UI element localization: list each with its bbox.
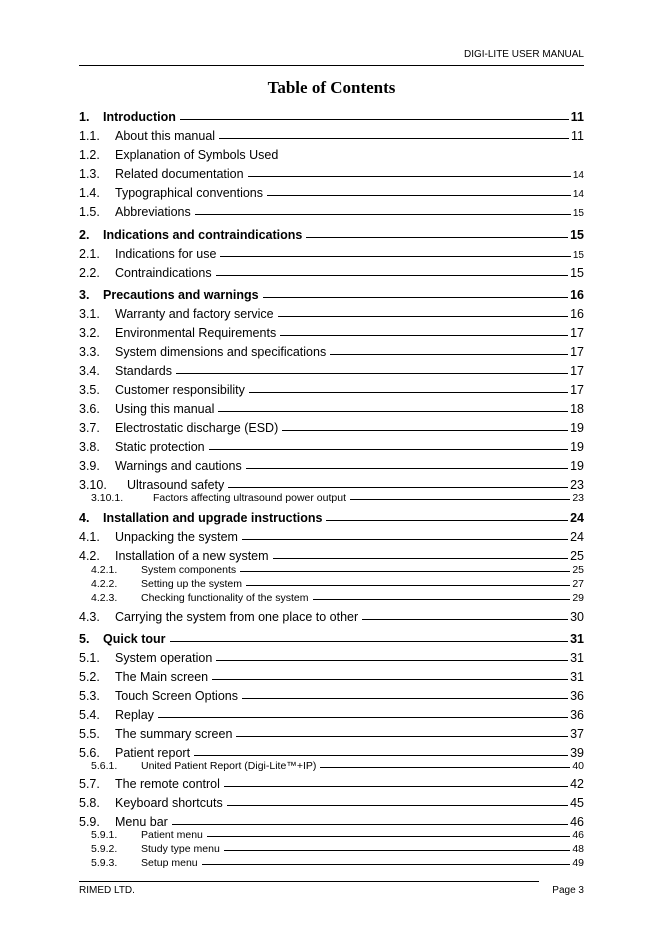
toc-entry-page: 29: [572, 592, 584, 604]
toc-entry-page: 11: [571, 129, 584, 143]
toc-leader-line: [246, 468, 568, 469]
toc-entry[interactable]: [79, 777, 584, 791]
toc-entry-number: 1.2.: [79, 148, 100, 162]
toc-leader-line: [249, 392, 568, 393]
toc-entry[interactable]: [79, 228, 584, 242]
toc-leader-line: [224, 850, 571, 851]
toc-leader-line: [306, 237, 568, 238]
toc-entry[interactable]: [79, 610, 584, 624]
toc-entry-title: Warnings and cautions: [115, 459, 242, 473]
toc-entry-number: 5.9.1.: [91, 829, 118, 841]
toc-entry-title: Introduction: [103, 110, 176, 124]
toc-leader-line: [218, 411, 568, 412]
toc-entry-title: Customer responsibility: [115, 383, 245, 397]
toc-entry-page: 23: [572, 492, 584, 504]
toc-entry-page: 14: [572, 189, 584, 200]
toc-entry-number: 3.7.: [79, 421, 100, 435]
toc-entry-number: 3.9.: [79, 459, 100, 473]
toc-entry[interactable]: [79, 148, 584, 162]
toc-entry-number: 5.: [79, 632, 90, 646]
toc-leader-line: [207, 836, 570, 837]
toc-entry[interactable]: [79, 364, 584, 378]
toc-entry[interactable]: [79, 578, 584, 590]
page-title: Table of Contents: [267, 78, 396, 97]
toc-entry-number: 3.1.: [79, 307, 100, 321]
toc-entry-number: 1.4.: [79, 186, 100, 200]
toc-entry-title: Keyboard shortcuts: [115, 796, 223, 810]
toc-leader-line: [227, 805, 568, 806]
toc-entry-page: 37: [570, 727, 584, 741]
toc-leader-line: [216, 660, 568, 661]
toc-entry-title: Static protection: [115, 440, 205, 454]
footer-rule: [79, 881, 539, 882]
toc-entry-number: 4.2.: [79, 549, 100, 563]
toc-entry-title: Study type menu: [141, 843, 220, 855]
toc-entry[interactable]: [79, 478, 584, 492]
toc-entry-title: Precautions and warnings: [103, 288, 259, 302]
toc-entry-title: About this manual: [115, 129, 216, 143]
toc-entry-number: 2.1.: [79, 247, 100, 261]
footer-company: RIMED LTD.: [79, 885, 135, 896]
toc-entry[interactable]: [79, 167, 584, 181]
toc-entry-number: 3.10.1.: [91, 492, 124, 504]
toc-leader-line: [180, 119, 569, 120]
toc-entry-number: 5.4.: [79, 708, 100, 722]
toc-leader-line: [158, 717, 568, 718]
toc-leader-line: [320, 767, 570, 768]
toc-leader-line: [224, 786, 568, 787]
toc-leader-line: [248, 176, 571, 177]
toc-entry-number: 4.2.3.: [91, 592, 118, 604]
toc-entry-number: 1.: [79, 110, 90, 124]
toc-entry[interactable]: [79, 689, 584, 703]
toc-leader-line: [240, 571, 570, 572]
toc-entry-page: 15: [572, 250, 584, 261]
toc-leader-line: [172, 824, 568, 825]
toc-entry-number: 5.9.2.: [91, 843, 118, 855]
toc-entry-number: 5.7.: [79, 777, 100, 791]
toc-entry-page: 27: [572, 578, 584, 590]
toc-entry-title: Checking functionality of the system: [141, 592, 309, 604]
toc-entry-number: 5.6.1.: [91, 760, 118, 772]
toc-entry-title: United Patient Report (Digi-Lite™+IP): [141, 760, 317, 772]
toc-entry[interactable]: [79, 511, 584, 525]
toc-entry-title: Environmental Requirements: [115, 326, 277, 340]
toc-entry-page: 31: [570, 632, 584, 646]
toc-entry-title: Menu bar: [115, 815, 168, 829]
toc-entry-page: 36: [570, 689, 584, 703]
toc-leader-line: [362, 619, 568, 620]
toc-entry-page: 16: [570, 288, 584, 302]
toc-entry-title: Unpacking the system: [115, 530, 238, 544]
toc-entry-number: 4.3.: [79, 610, 100, 624]
toc-entry-number: 3.8.: [79, 440, 100, 454]
toc-entry-title: Quick tour: [103, 632, 166, 646]
toc-entry[interactable]: [79, 492, 584, 504]
toc-entry-page: 19: [570, 421, 584, 435]
toc-entry-page: 16: [570, 307, 584, 321]
toc-entry-number: 5.3.: [79, 689, 100, 703]
toc-entry-title: The summary screen: [115, 727, 233, 741]
toc-entry-page: 24: [570, 511, 584, 525]
toc-leader-line: [280, 335, 568, 336]
toc-leader-line: [170, 641, 569, 642]
toc-entry-page: 17: [570, 383, 584, 397]
toc-entry-page: 17: [570, 326, 584, 340]
toc-entry-page: 45: [570, 796, 584, 810]
toc-entry-number: 5.6.: [79, 746, 100, 760]
toc-entry[interactable]: [79, 530, 584, 544]
toc-entry-page: 23: [570, 478, 584, 492]
toc-entry[interactable]: [79, 383, 584, 397]
toc-leader-line: [246, 585, 570, 586]
toc-leader-line: [212, 679, 568, 680]
header-rule: [79, 65, 584, 66]
toc-leader-line: [176, 373, 568, 374]
toc-entry-page: 17: [570, 345, 584, 359]
toc-entry-page: 18: [570, 402, 584, 416]
toc-entry[interactable]: [79, 345, 584, 359]
toc-entry[interactable]: [79, 592, 584, 604]
toc-entry-title: Abbreviations: [115, 205, 191, 219]
toc-entry-title: Electrostatic discharge (ESD): [115, 421, 279, 435]
toc-entry-page: 25: [570, 549, 584, 563]
toc-entry[interactable]: [79, 421, 584, 435]
toc-entry[interactable]: [79, 288, 584, 302]
toc-entry-title: Indications for use: [115, 247, 217, 261]
toc-entry-title: Setting up the system: [141, 578, 242, 590]
toc-entry-title: Replay: [115, 708, 154, 722]
toc-leader-line: [202, 864, 571, 865]
toc-entry-number: 5.5.: [79, 727, 100, 741]
toc-entry-page: 48: [572, 843, 584, 855]
toc-entry-title: Touch Screen Options: [115, 689, 238, 703]
toc-entry[interactable]: [79, 129, 584, 143]
toc-entry-number: 1.5.: [79, 205, 100, 219]
toc-entry-page: 15: [570, 266, 584, 280]
toc-leader-line: [313, 599, 571, 600]
toc-entry[interactable]: [79, 459, 584, 473]
toc-entry-page: 19: [570, 459, 584, 473]
toc-entry[interactable]: [79, 746, 584, 760]
toc-entry-title: Standards: [115, 364, 172, 378]
toc-leader-line: [219, 138, 569, 139]
toc-leader-line: [216, 275, 569, 276]
toc-leader-line: [326, 520, 568, 521]
toc-entry-title: Setup menu: [141, 857, 198, 869]
toc-leader-line: [209, 449, 568, 450]
toc-entry-title: Explanation of Symbols Used: [115, 148, 279, 162]
toc-entry-title: Carrying the system from one place to other: [115, 610, 359, 624]
toc-entry-page: 17: [570, 364, 584, 378]
running-header: DIGI-LITE USER MANUAL: [463, 49, 584, 60]
toc-leader-line: [242, 539, 568, 540]
toc-entry-title: Installation of a new system: [115, 549, 269, 563]
toc-entry-page: 31: [570, 651, 584, 665]
toc-entry-number: 2.: [79, 228, 90, 242]
toc-entry[interactable]: [79, 708, 584, 722]
toc-entry-number: 3.2.: [79, 326, 100, 340]
toc-entry-page: 42: [570, 777, 584, 791]
toc-leader-line: [228, 487, 568, 488]
toc-entry[interactable]: [79, 307, 584, 321]
toc-entry-title: Patient report: [115, 746, 191, 760]
toc-entry[interactable]: [79, 760, 584, 772]
toc-entry[interactable]: [79, 815, 584, 829]
toc-entry-page: 24: [570, 530, 584, 544]
toc-entry[interactable]: [79, 670, 584, 684]
toc-leader-line: [330, 354, 568, 355]
toc-entry-title: Indications and contraindications: [103, 228, 303, 242]
toc-entry-page: 11: [570, 110, 584, 124]
toc-entry-number: 5.9.3.: [91, 857, 118, 869]
toc-entry-number: 2.2.: [79, 266, 100, 280]
toc-entry[interactable]: [79, 205, 584, 219]
toc-entry[interactable]: [79, 110, 584, 124]
toc-entry[interactable]: [79, 651, 584, 665]
toc-leader-line: [267, 195, 571, 196]
toc-entry-page: 39: [570, 746, 584, 760]
toc-leader-line: [273, 558, 569, 559]
toc-entry-number: 3.5.: [79, 383, 100, 397]
footer-page-number: Page 3: [552, 885, 584, 896]
toc-entry[interactable]: [79, 564, 584, 576]
toc-leader-line: [278, 316, 568, 317]
toc-entry-title: Ultrasound safety: [127, 478, 225, 492]
toc-entry-number: 1.1.: [79, 129, 100, 143]
toc-entry-page: 30: [570, 610, 584, 624]
toc-entry-title: The Main screen: [115, 670, 209, 684]
toc-leader-line: [220, 256, 570, 257]
toc-entry-title: System dimensions and specifications: [115, 345, 327, 359]
toc-entry[interactable]: [79, 247, 584, 261]
toc-entry-page: 15: [570, 228, 584, 242]
toc-entry-title: System operation: [115, 651, 213, 665]
toc-entry-title: Related documentation: [115, 167, 244, 181]
toc-entry-title: Warranty and factory service: [115, 307, 274, 321]
toc-entry-page: 40: [572, 760, 584, 772]
toc-entry-title: System components: [141, 564, 237, 576]
toc-entry[interactable]: [79, 829, 584, 841]
toc-entry-number: 3.6.: [79, 402, 100, 416]
toc-entry[interactable]: [79, 266, 584, 280]
toc-entry-number: 4.1.: [79, 530, 100, 544]
toc-entry[interactable]: [79, 843, 584, 855]
toc-entry-number: 4.2.1.: [91, 564, 118, 576]
toc-entry-title: Installation and upgrade instructions: [103, 511, 323, 525]
toc-entry-number: 3.: [79, 288, 90, 302]
toc-entry-title: Factors affecting ultrasound power output: [153, 492, 347, 504]
toc-entry-page: 15: [572, 208, 584, 219]
toc-entry-page: 19: [570, 440, 584, 454]
toc-leader-line: [350, 499, 570, 500]
toc-entry[interactable]: [79, 186, 584, 200]
toc-entry-number: 3.3.: [79, 345, 100, 359]
toc-entry-number: 5.8.: [79, 796, 100, 810]
toc-entry-page: 25: [572, 564, 584, 576]
toc-entry[interactable]: [79, 796, 584, 810]
toc-entry-number: 3.4.: [79, 364, 100, 378]
toc-entry[interactable]: [79, 727, 584, 741]
toc-leader-line: [263, 297, 569, 298]
toc-entry-number: 4.2.2.: [91, 578, 118, 590]
toc-entry-title: Patient menu: [141, 829, 203, 841]
toc-entry-title: The remote control: [115, 777, 220, 791]
toc-entry-number: 1.3.: [79, 167, 100, 181]
toc-leader-line: [195, 214, 571, 215]
toc-entry-title: Typographical conventions: [115, 186, 264, 200]
toc-leader-line: [242, 698, 568, 699]
toc-entry-page: 49: [572, 857, 584, 869]
toc-entry[interactable]: [79, 549, 584, 563]
toc-entry-page: 14: [572, 170, 584, 181]
toc-entry-number: 5.1.: [79, 651, 100, 665]
toc-entry-page: 36: [570, 708, 584, 722]
toc-leader-line: [236, 736, 568, 737]
toc-entry-page: 46: [572, 829, 584, 841]
toc-entry[interactable]: [79, 857, 584, 869]
toc-entry-title: Contraindications: [115, 266, 212, 280]
toc-entry-page: 46: [570, 815, 584, 829]
toc-entry-number: 3.10.: [79, 478, 107, 492]
toc-leader-line: [194, 755, 568, 756]
toc-leader-line: [282, 430, 568, 431]
toc-entry[interactable]: [79, 326, 584, 340]
toc-entry-number: 5.9.: [79, 815, 100, 829]
toc-entry-title: Using this manual: [115, 402, 215, 416]
toc-entry[interactable]: [79, 440, 584, 454]
toc-entry-number: 5.2.: [79, 670, 100, 684]
toc-entry[interactable]: [79, 402, 584, 416]
toc-entry-page: 31: [570, 670, 584, 684]
toc-entry-number: 4.: [79, 511, 90, 525]
toc-entry[interactable]: [79, 632, 584, 646]
